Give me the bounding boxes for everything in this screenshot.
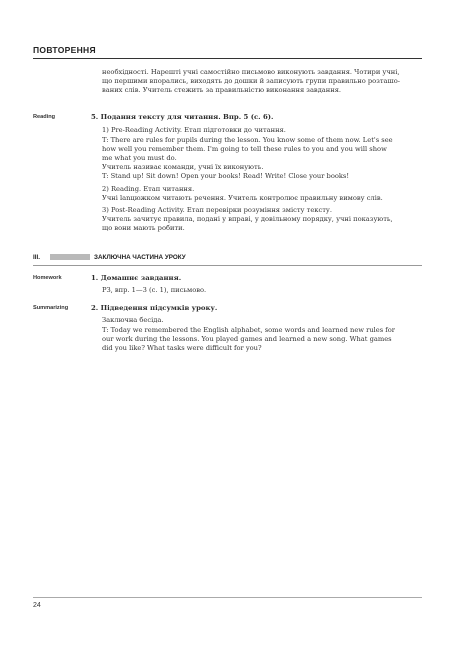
pre-reading-line: T: There are rules for pupils during the lesson. You know some of them now. Let's see — [102, 135, 393, 144]
homework-title: 1. Домашнє завдання. — [91, 274, 182, 282]
post-reading-block — [91, 206, 422, 234]
section-number: III. — [33, 254, 40, 261]
margin-label-summarizing: Summarizing — [33, 305, 69, 311]
page-number: 24 — [33, 602, 41, 609]
summarizing-line: T: Today we remembered the English alphabet, some words and learned new rules for — [102, 325, 396, 334]
homework-text: РЗ, впр. 1—3 (с. 1), письмово. — [102, 286, 207, 295]
header-rule — [33, 58, 422, 59]
summarizing-line: our work during the lessons. You played games and learned a new song. What games — [102, 334, 392, 343]
reading-step-title: 5. Подання тексту для читання. Впр. 5 (с. 6). — [91, 113, 274, 121]
while-reading-note: Учні lanцюжком читають речення. Учитель контролює правильну вимову слів. — [102, 193, 383, 202]
pre-reading-commands: T: Stand up! Sit down! Open your books! Read! Write! Close your books! — [102, 172, 350, 181]
intro-line: ваних слів. Учитель стежить за правильністю виконання завдання. — [102, 86, 342, 95]
footer-rule — [33, 597, 422, 598]
post-reading-line: що вони мають робити. — [102, 224, 185, 233]
post-reading-line: Учитель зачитує правила, подані у вправі, у довільному порядку, учні показують, — [102, 215, 393, 224]
summarizing-body — [91, 316, 422, 353]
summarizing-line: did you like? What tasks were difficult for you? — [102, 344, 262, 353]
section-bar — [50, 254, 90, 260]
pre-reading-line: me what you must do. — [102, 154, 177, 163]
section-rule — [33, 265, 422, 266]
running-header: ПОВТОРЕННЯ — [33, 45, 96, 55]
intro-line: що першими впорались, виходять до дошки й записують групи правильно розташо- — [102, 77, 401, 86]
section-heading — [33, 254, 422, 261]
while-reading-title: 2) Reading. Етап читання. — [102, 184, 195, 193]
intro-line: необхідності. Нарешті учні самостійно письмово виконують завдання. Чотири учні, — [102, 68, 400, 76]
pre-reading-line: how well you remember them. I'm going to tell these rules to you and you will show — [102, 144, 387, 153]
while-reading-block — [91, 185, 422, 203]
post-reading-title: 3) Post-Reading Activity. Етап перевірки розуміння змісту тексту. — [102, 206, 332, 215]
section-title: ЗАКЛЮЧНА ЧАСТИНА УРОКУ — [94, 254, 186, 261]
margin-label-homework: Homework — [33, 275, 62, 281]
pre-reading-block — [91, 126, 422, 181]
margin-label-reading: Reading — [33, 114, 56, 120]
pre-reading-note: Учитель називає команди, учні їх виконують. — [102, 163, 264, 172]
summarizing-title: 2. Підведення підсумків уроку. — [91, 304, 218, 312]
summarizing-note: Заключна бесіда. — [102, 316, 164, 325]
pre-reading-title: 1) Pre-Reading Activity. Етап підготовки до читання. — [102, 126, 286, 135]
